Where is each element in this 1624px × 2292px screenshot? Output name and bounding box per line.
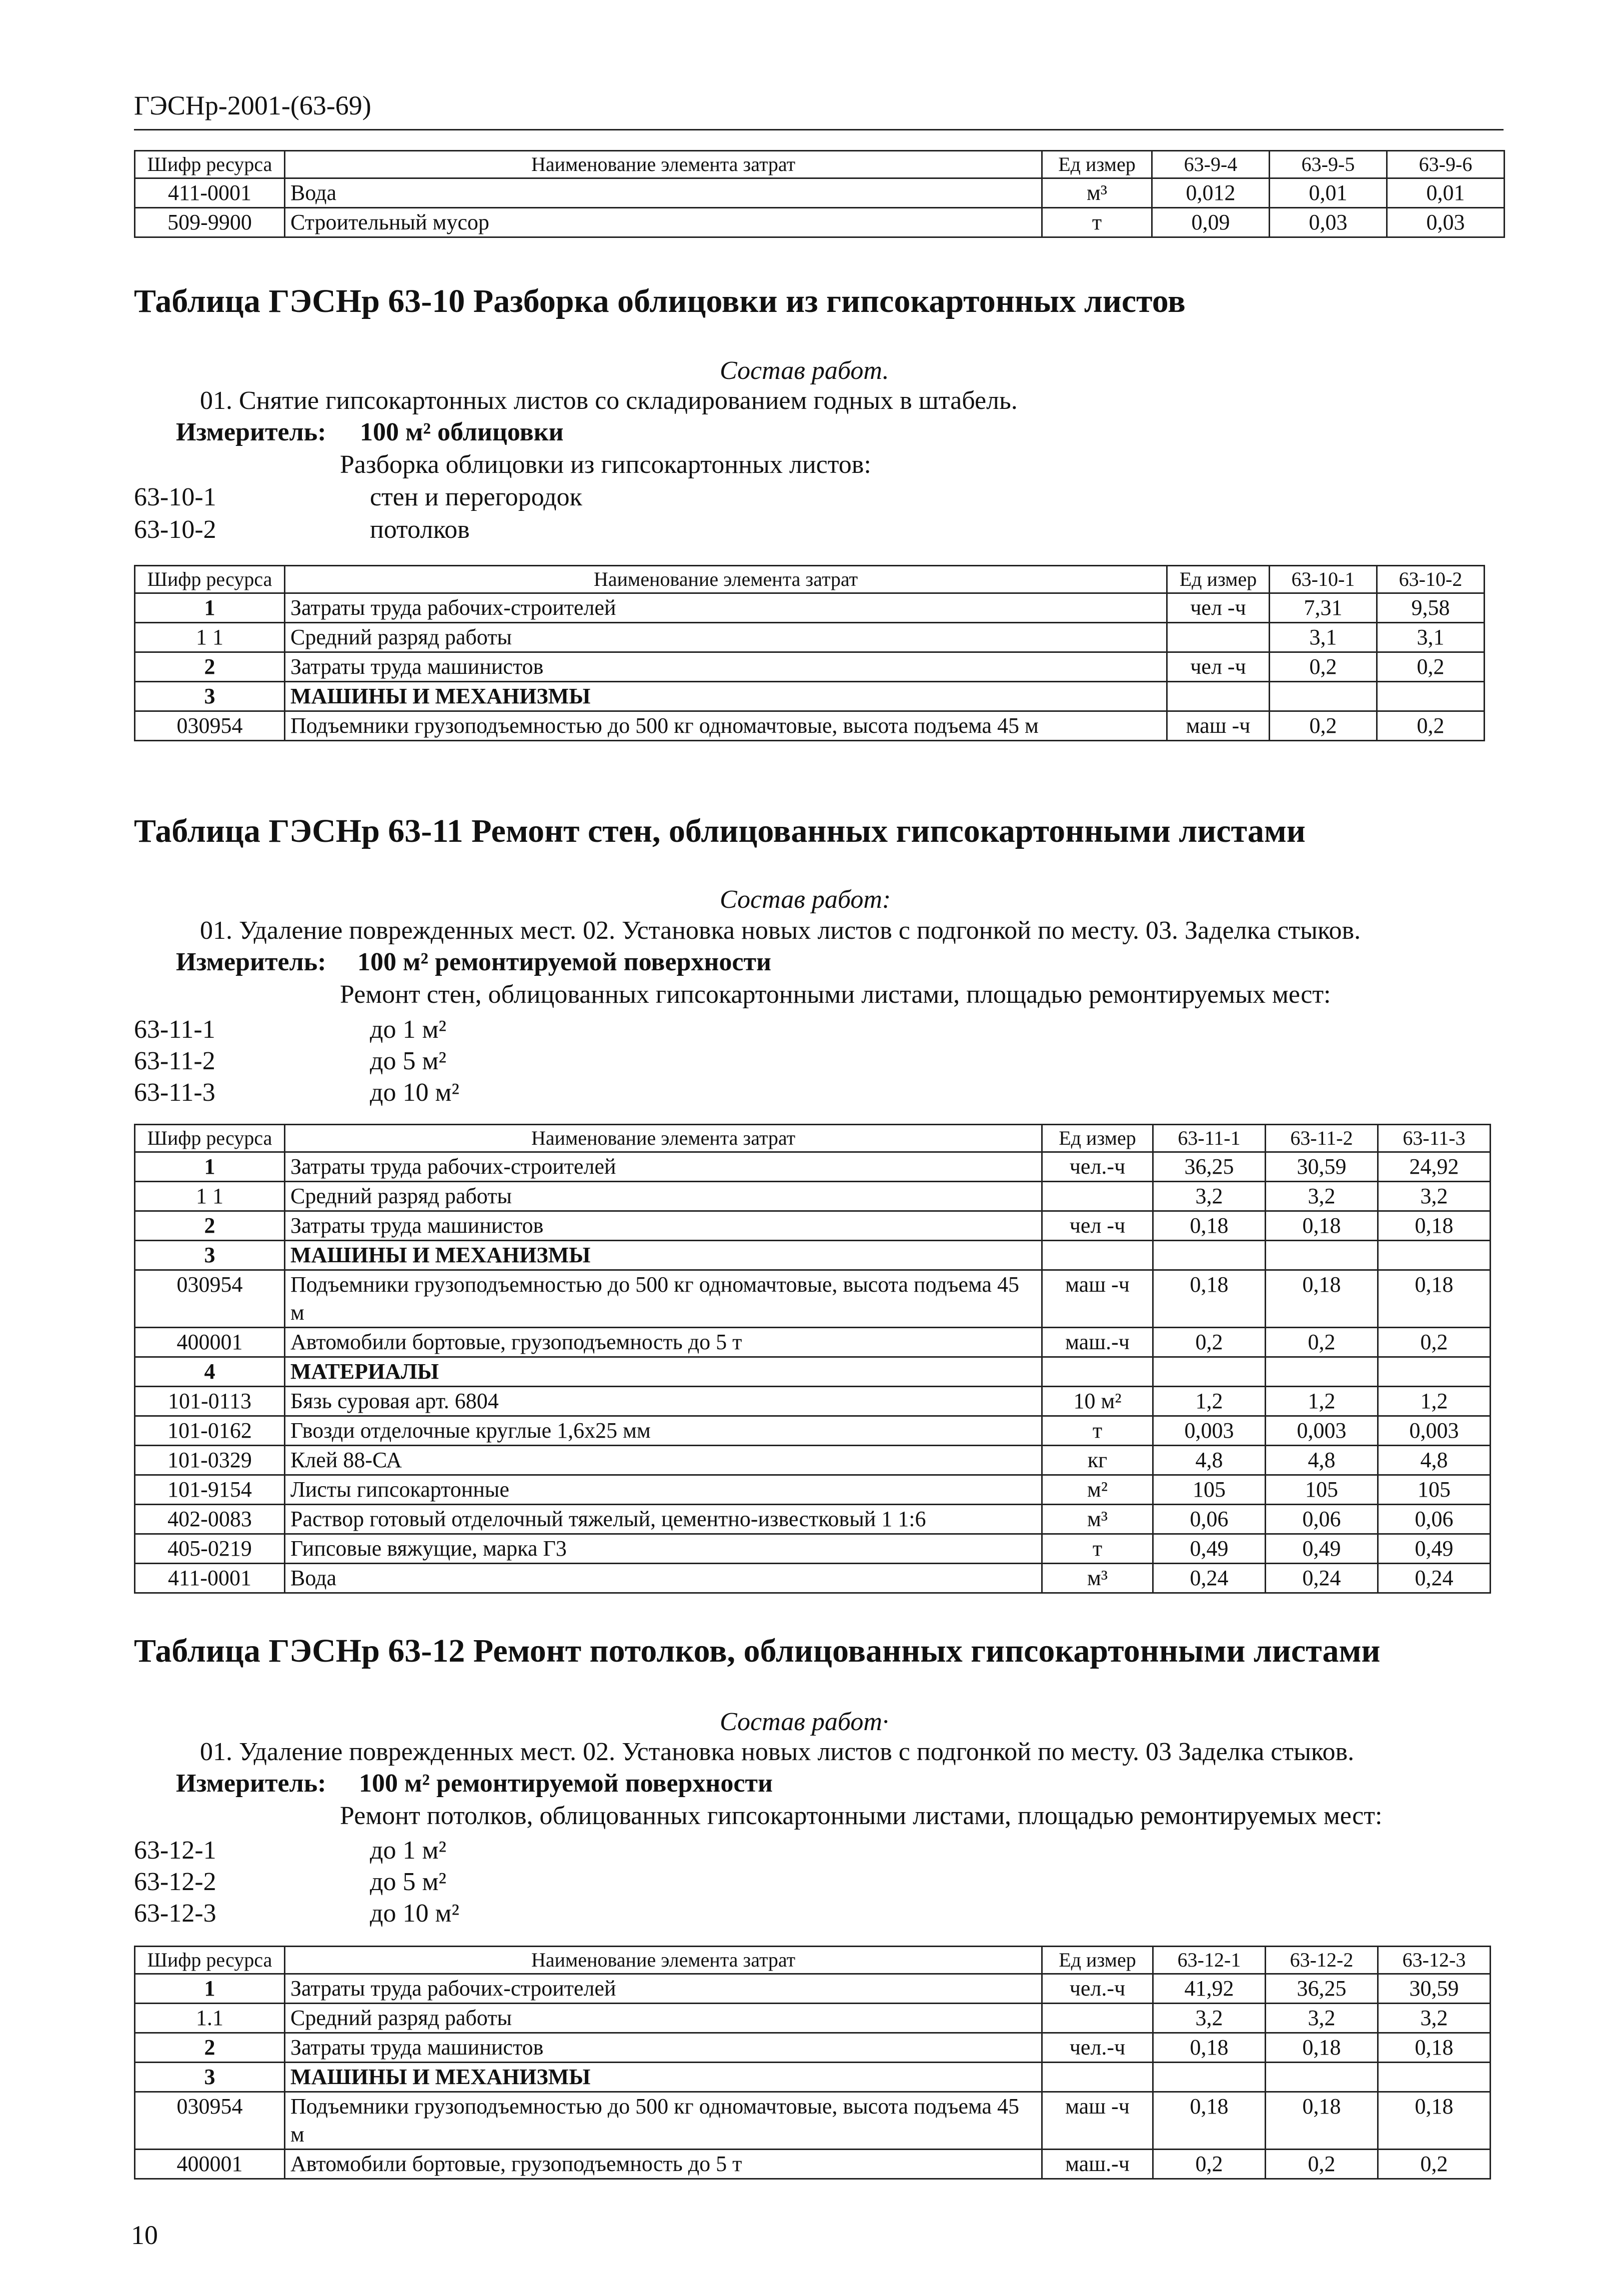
table-row (135, 1505, 1491, 1534)
row-value: 0,49 (1266, 1534, 1378, 1564)
row-value: 3,2 (1378, 2004, 1491, 2033)
header-rule (134, 129, 1504, 130)
table-63-10 (134, 565, 1485, 741)
row-value: 4,8 (1153, 1446, 1266, 1475)
row-name: Листы гипсокартонные (285, 1475, 1042, 1505)
row-value: 41,92 (1153, 1974, 1266, 2004)
row-unit: 10 м² (1042, 1387, 1153, 1416)
row-value (1378, 1241, 1491, 1270)
header-code: Шифр ресурса (135, 1125, 285, 1152)
row-name: МАШИНЫ И МЕХАНИЗМЫ (285, 2063, 1042, 2092)
row-unit: маш -ч (1042, 2092, 1153, 2150)
row-code: 2 (135, 652, 285, 682)
header-col: 63-9-6 (1387, 151, 1505, 178)
row-value: 4,8 (1378, 1446, 1491, 1475)
header-unit: Ед измер (1042, 1125, 1153, 1152)
table-row (135, 623, 1485, 652)
row-value: 0,18 (1378, 2092, 1491, 2150)
work-description: 01. Удаление поврежденных мест. 02. Установка новых листов с подгонкой по месту. 03. Заделка стыков. (200, 916, 1361, 945)
header-col: 63-10-2 (1377, 566, 1485, 593)
row-value: 1,2 (1266, 1387, 1378, 1416)
row-value: 0,2 (1266, 1328, 1378, 1357)
header-col: 63-12-1 (1153, 1947, 1266, 1974)
item-text: до 1 м² (370, 1015, 446, 1044)
item-text: до 10 м² (370, 1899, 459, 1928)
row-value: 0,003 (1266, 1416, 1378, 1446)
row-value: 0,2 (1377, 711, 1485, 741)
row-value (1266, 1241, 1378, 1270)
row-value: 0,18 (1378, 1270, 1491, 1328)
row-value: 7,31 (1270, 593, 1377, 623)
row-value (1377, 682, 1485, 711)
row-value: 105 (1266, 1475, 1378, 1505)
row-code: 101-0162 (135, 1416, 285, 1446)
table-63-11 (134, 1124, 1491, 1594)
header-col: 63-9-5 (1270, 151, 1387, 178)
row-code: 3 (135, 2063, 285, 2092)
row-value: 36,25 (1266, 1974, 1378, 2004)
row-code: 1 (135, 1152, 285, 1182)
row-value: 105 (1378, 1475, 1491, 1505)
row-value: 0,18 (1153, 1270, 1266, 1328)
row-value: 1,2 (1378, 1387, 1491, 1416)
table-row (135, 178, 1505, 208)
header-col: 63-11-2 (1266, 1125, 1378, 1152)
row-code: 1 (135, 593, 285, 623)
table-row (135, 1357, 1491, 1387)
row-unit (1167, 623, 1270, 652)
header-code: Шифр ресурса (135, 566, 285, 593)
page-number: 10 (131, 2220, 158, 2250)
row-name: МАШИНЫ И МЕХАНИЗМЫ (285, 682, 1167, 711)
row-value: 0,18 (1153, 2033, 1266, 2063)
row-code: 1 1 (135, 1182, 285, 1211)
row-unit (1042, 2063, 1153, 2092)
row-name: Затраты труда машинистов (285, 652, 1167, 682)
row-code: 1.1 (135, 2004, 285, 2033)
row-value: 3,2 (1266, 1182, 1378, 1211)
row-value: 105 (1153, 1475, 1266, 1505)
table-row (135, 208, 1505, 237)
row-code: 3 (135, 682, 285, 711)
row-code: 405-0219 (135, 1534, 285, 1564)
row-value (1153, 1241, 1266, 1270)
row-unit (1042, 1182, 1153, 1211)
row-code: 030954 (135, 1270, 285, 1328)
row-value: 1,2 (1153, 1387, 1266, 1416)
row-code: 509-9900 (135, 208, 285, 237)
table-row (135, 682, 1485, 711)
table-row (135, 1152, 1491, 1182)
table-row (135, 2063, 1491, 2092)
table-row (135, 1328, 1491, 1357)
table-row (135, 1211, 1491, 1241)
row-value: 0,49 (1153, 1534, 1266, 1564)
item-code: 63-11-3 (134, 1078, 215, 1107)
header-unit: Ед измер (1167, 566, 1270, 593)
table-header-row (135, 1125, 1491, 1152)
item-lead: Ремонт потолков, облицованных гипсокартонными листами, площадью ремонтируемых мест: (340, 1802, 1383, 1830)
row-unit: м³ (1042, 1505, 1153, 1534)
header-code: Шифр ресурса (135, 151, 285, 178)
table-header-row (135, 1947, 1491, 1974)
item-text: стен и перегородок (370, 483, 582, 511)
row-unit (1042, 1357, 1153, 1387)
meter-value: 100 м² ремонтируемой поверхности (357, 948, 771, 976)
table-row (135, 2033, 1491, 2063)
item-code: 63-12-2 (134, 1868, 216, 1896)
header-unit: Ед измер (1042, 151, 1152, 178)
row-value: 0,18 (1266, 2092, 1378, 2150)
header-name: Наименование элемента затрат (285, 1125, 1042, 1152)
meter-value: 100 м² облицовки (360, 418, 564, 446)
section-title-63-10: Таблица ГЭСНр 63-10 Разборка облицовки из гипсокартонных листов (134, 283, 1186, 319)
row-unit: чел -ч (1167, 593, 1270, 623)
row-unit: т (1042, 208, 1152, 237)
row-code: 030954 (135, 2092, 285, 2150)
item-code: 63-11-1 (134, 1015, 215, 1044)
row-unit: м³ (1042, 1564, 1153, 1593)
row-value: 0,2 (1153, 1328, 1266, 1357)
row-name: Гипсовые вяжущие, марка Г3 (285, 1534, 1042, 1564)
row-value: 0,06 (1153, 1505, 1266, 1534)
row-unit: чел.-ч (1042, 2033, 1153, 2063)
meter-label: Измеритель: (176, 948, 326, 976)
item-text: до 5 м² (370, 1868, 446, 1896)
row-name: Вода (285, 1564, 1042, 1593)
row-name: МАТЕРИАЛЫ (285, 1357, 1042, 1387)
work-description: 01. Удаление поврежденных мест. 02. Установка новых листов с подгонкой по месту. 03 Заделка стыков. (200, 1738, 1355, 1766)
row-name: МАШИНЫ И МЕХАНИЗМЫ (285, 1241, 1042, 1270)
table-row (135, 652, 1485, 682)
row-value: 0,49 (1378, 1534, 1491, 1564)
row-value (1266, 1357, 1378, 1387)
row-value: 0,24 (1378, 1564, 1491, 1593)
row-value: 36,25 (1153, 1152, 1266, 1182)
row-value: 0,03 (1387, 208, 1505, 237)
row-unit: т (1042, 1416, 1153, 1446)
item-text: потолков (370, 515, 470, 544)
row-value: 4,8 (1266, 1446, 1378, 1475)
row-code: 2 (135, 2033, 285, 2063)
row-value: 0,18 (1266, 2033, 1378, 2063)
row-name: Автомобили бортовые, грузоподъемность до 5 т (285, 1328, 1042, 1357)
row-value (1378, 1357, 1491, 1387)
row-value: 0,2 (1378, 2150, 1491, 2179)
sostav-label: Состав работ· (720, 1708, 889, 1736)
item-lead: Разборка облицовки из гипсокартонных листов: (340, 450, 871, 479)
row-name: Затраты труда рабочих-строителей (285, 1974, 1042, 2004)
table-row (135, 2150, 1491, 2179)
row-code: 101-0113 (135, 1387, 285, 1416)
table-row (135, 1387, 1491, 1416)
meter-label: Измеритель: (176, 418, 326, 446)
row-value: 0,24 (1153, 1564, 1266, 1593)
header-code: Шифр ресурса (135, 1947, 285, 1974)
row-code: 101-0329 (135, 1446, 285, 1475)
table-row (135, 1534, 1491, 1564)
table-row (135, 711, 1485, 741)
row-unit: маш -ч (1042, 1270, 1153, 1328)
row-value: 0,18 (1266, 1211, 1378, 1241)
table-row (135, 1974, 1491, 2004)
row-unit: м³ (1042, 178, 1152, 208)
row-name: Бязь суровая арт. 6804 (285, 1387, 1042, 1416)
header-col: 63-12-2 (1266, 1947, 1378, 1974)
row-unit: маш.-ч (1042, 1328, 1153, 1357)
row-code: 400001 (135, 2150, 285, 2179)
table-row (135, 2092, 1491, 2150)
row-name: Средний разряд работы (285, 1182, 1042, 1211)
row-name: Подъемники грузоподъемностью до 500 кг одномачтовые, высота подъема 45 м (285, 1270, 1042, 1328)
table-row (135, 1241, 1491, 1270)
row-unit: маш -ч (1167, 711, 1270, 741)
row-code: 3 (135, 1241, 285, 1270)
row-value: 9,58 (1377, 593, 1485, 623)
row-code: 1 1 (135, 623, 285, 652)
sostav-label: Состав работ. (720, 356, 889, 385)
row-value: 0,01 (1270, 178, 1387, 208)
item-lead: Ремонт стен, облицованных гипсокартонными листами, площадью ремонтируемых мест: (340, 980, 1331, 1009)
row-unit (1167, 682, 1270, 711)
header-unit: Ед измер (1042, 1947, 1153, 1974)
table-header-row (135, 566, 1485, 593)
row-value: 0,18 (1153, 1211, 1266, 1241)
row-code: 4 (135, 1357, 285, 1387)
item-code: 63-10-1 (134, 483, 216, 511)
row-code: 101-9154 (135, 1475, 285, 1505)
item-text: до 1 м² (370, 1836, 446, 1865)
header-col: 63-11-3 (1378, 1125, 1491, 1152)
row-name: Средний разряд работы (285, 623, 1167, 652)
row-value: 0,18 (1153, 2092, 1266, 2150)
table-row (135, 2004, 1491, 2033)
row-code: 030954 (135, 711, 285, 741)
work-description: 01. Снятие гипсокартонных листов со складированием годных в штабель. (200, 386, 1018, 415)
row-code: 400001 (135, 1328, 285, 1357)
row-value: 0,003 (1153, 1416, 1266, 1446)
row-name: Подъемники грузоподъемностью до 500 кг одномачтовые, высота подъема 45 м (285, 711, 1167, 741)
row-name: Клей 88-СА (285, 1446, 1042, 1475)
row-value: 3,2 (1153, 2004, 1266, 2033)
row-value: 0,06 (1378, 1505, 1491, 1534)
row-value (1153, 2063, 1266, 2092)
row-unit: чел.-ч (1042, 1152, 1153, 1182)
row-name: Затраты труда машинистов (285, 1211, 1042, 1241)
header-col: 63-10-1 (1270, 566, 1377, 593)
row-value (1266, 2063, 1378, 2092)
table-63-9-continuation (134, 150, 1505, 238)
row-name: Вода (285, 178, 1042, 208)
row-value (1378, 2063, 1491, 2092)
item-code: 63-11-2 (134, 1047, 215, 1075)
row-value: 0,2 (1270, 711, 1377, 741)
row-unit: кг (1042, 1446, 1153, 1475)
header-col: 63-11-1 (1153, 1125, 1266, 1152)
row-unit: чел -ч (1167, 652, 1270, 682)
row-code: 411-0001 (135, 1564, 285, 1593)
row-value: 0,18 (1378, 2033, 1491, 2063)
row-unit (1042, 1241, 1153, 1270)
row-unit: м² (1042, 1475, 1153, 1505)
row-value: 0,18 (1378, 1211, 1491, 1241)
meter-label: Измеритель: (176, 1769, 326, 1798)
doc-header: ГЭСНр-2001-(63-69) (134, 90, 371, 120)
table-row (135, 1270, 1491, 1328)
table-row (135, 1475, 1491, 1505)
row-name: Затраты труда рабочих-строителей (285, 1152, 1042, 1182)
row-value: 30,59 (1266, 1152, 1378, 1182)
header-name: Наименование элемента затрат (285, 151, 1042, 178)
row-value: 0,2 (1266, 2150, 1378, 2179)
row-code: 1 (135, 1974, 285, 2004)
table-row (135, 1446, 1491, 1475)
row-value: 30,59 (1378, 1974, 1491, 2004)
row-unit (1042, 2004, 1153, 2033)
item-code: 63-12-1 (134, 1836, 216, 1865)
row-unit: т (1042, 1534, 1153, 1564)
row-value (1153, 1357, 1266, 1387)
row-value: 0,03 (1270, 208, 1387, 237)
row-code: 411-0001 (135, 178, 285, 208)
row-value: 0,2 (1153, 2150, 1266, 2179)
row-value: 0,06 (1266, 1505, 1378, 1534)
table-63-12 (134, 1946, 1491, 2180)
row-value: 3,2 (1153, 1182, 1266, 1211)
header-name: Наименование элемента затрат (285, 566, 1167, 593)
item-text: до 10 м² (370, 1078, 459, 1107)
row-value: 0,2 (1378, 1328, 1491, 1357)
row-value: 0,2 (1270, 652, 1377, 682)
item-text: до 5 м² (370, 1047, 446, 1075)
row-value: 0,24 (1266, 1564, 1378, 1593)
row-name: Затраты труда рабочих-строителей (285, 593, 1167, 623)
row-value: 24,92 (1378, 1152, 1491, 1182)
row-name: Раствор готовый отделочный тяжелый, цементно-известковый 1 1:6 (285, 1505, 1042, 1534)
row-name: Затраты труда машинистов (285, 2033, 1042, 2063)
table-row (135, 593, 1485, 623)
table-header-row (135, 151, 1505, 178)
row-unit: маш.-ч (1042, 2150, 1153, 2179)
row-name: Средний разряд работы (285, 2004, 1042, 2033)
header-name: Наименование элемента затрат (285, 1947, 1042, 1974)
row-name: Автомобили бортовые, грузоподъемность до 5 т (285, 2150, 1042, 2179)
row-value: 3,2 (1378, 1182, 1491, 1211)
row-name: Строительный мусор (285, 208, 1042, 237)
row-name: Гвозди отделочные круглые 1,6х25 мм (285, 1416, 1042, 1446)
row-unit: чел.-ч (1042, 1974, 1153, 2004)
row-value: 3,1 (1270, 623, 1377, 652)
row-unit: чел -ч (1042, 1211, 1153, 1241)
row-value: 3,2 (1266, 2004, 1378, 2033)
meter-value: 100 м² ремонтируемой поверхности (359, 1769, 773, 1798)
table-row (135, 1182, 1491, 1211)
row-value: 0,18 (1266, 1270, 1378, 1328)
row-name: Подъемники грузоподъемностью до 500 кг одномачтовые, высота подъема 45 м (285, 2092, 1042, 2150)
sostav-label: Состав работ: (720, 885, 891, 914)
table-row (135, 1416, 1491, 1446)
table-row (135, 1564, 1491, 1593)
section-title-63-11: Таблица ГЭСНр 63-11 Ремонт стен, облицованных гипсокартонными листами (134, 813, 1306, 849)
header-col: 63-9-4 (1152, 151, 1270, 178)
header-col: 63-12-3 (1378, 1947, 1491, 1974)
row-value: 0,012 (1152, 178, 1270, 208)
row-value (1270, 682, 1377, 711)
item-code: 63-12-3 (134, 1899, 216, 1928)
row-value: 0,2 (1377, 652, 1485, 682)
row-value: 3,1 (1377, 623, 1485, 652)
row-code: 402-0083 (135, 1505, 285, 1534)
item-code: 63-10-2 (134, 515, 216, 544)
row-value: 0,003 (1378, 1416, 1491, 1446)
row-value: 0,01 (1387, 178, 1505, 208)
row-value: 0,09 (1152, 208, 1270, 237)
section-title-63-12: Таблица ГЭСНр 63-12 Ремонт потолков, облицованных гипсокартонными листами (134, 1633, 1381, 1669)
row-code: 2 (135, 1211, 285, 1241)
